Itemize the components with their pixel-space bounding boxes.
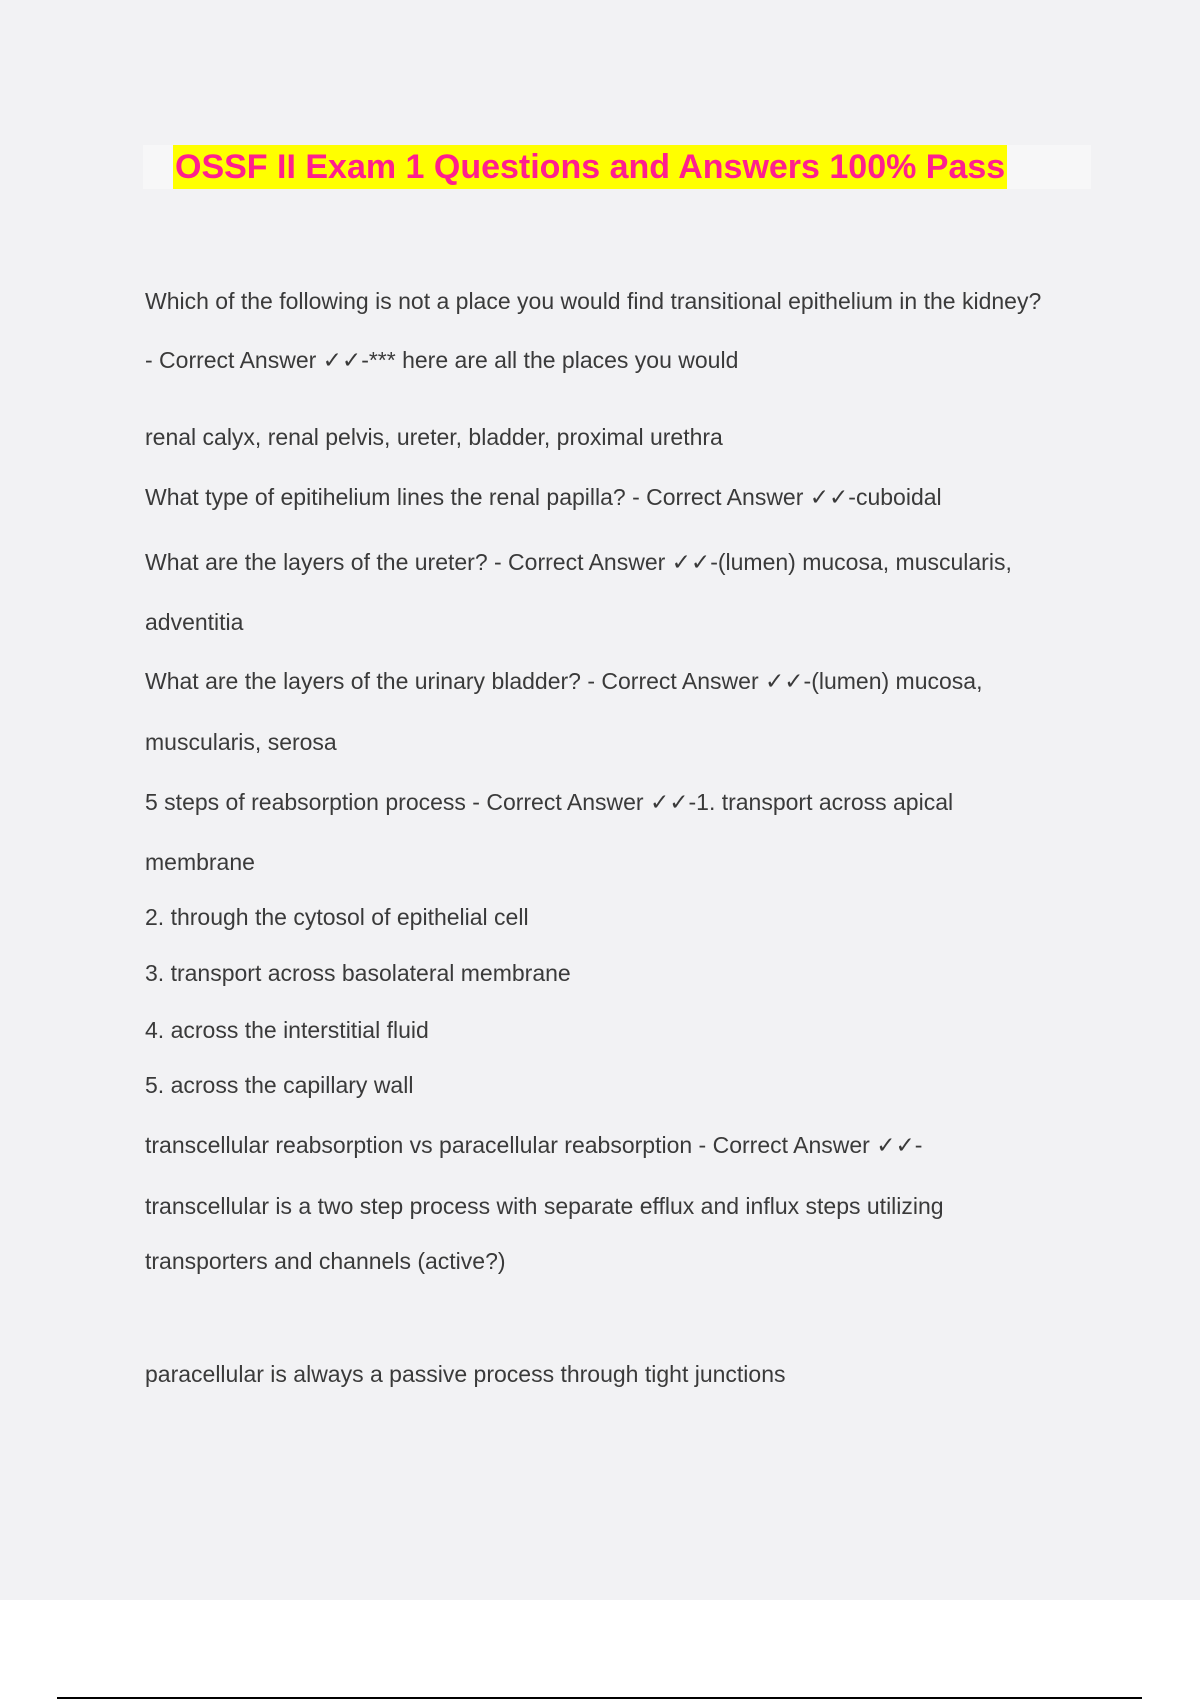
text-line: Which of the following is not a place you would find transitional epithelium in the kidney? [145,288,1042,314]
text-line: transporters and channels (active?) [145,1248,506,1274]
text-line: membrane [145,849,255,875]
text-line: renal calyx, renal pelvis, ureter, bladder, proximal urethra [145,424,723,450]
document-title: OSSF II Exam 1 Questions and Answers 100% Pass [173,145,1007,189]
text-line: What are the layers of the ureter? - Correct Answer ✓✓-(lumen) mucosa, muscularis, [145,549,1012,575]
text-line: What are the layers of the urinary bladder? - Correct Answer ✓✓-(lumen) mucosa, [145,668,983,694]
text-line: 4. across the interstitial fluid [145,1017,429,1043]
text-line: paracellular is always a passive process through tight junctions [145,1361,786,1387]
text-line: 3. transport across basolateral membrane [145,960,571,986]
text-line: adventitia [145,609,244,635]
text-line: - Correct Answer ✓✓-*** here are all the places you would [145,347,739,373]
text-line: 2. through the cytosol of epithelial cell [145,904,529,930]
text-line: What type of epitihelium lines the renal papilla? - Correct Answer ✓✓-cuboidal [145,484,942,510]
text-line: transcellular is a two step process with separate efflux and influx steps utilizing [145,1193,944,1219]
text-line: 5 steps of reabsorption process - Correct Answer ✓✓-1. transport across apical [145,789,954,815]
text-line: 5. across the capillary wall [145,1072,414,1098]
text-line: transcellular reabsorption vs paracellular reabsorption - Correct Answer ✓✓- [145,1132,923,1158]
text-line: muscularis, serosa [145,729,337,755]
footer-rule [57,1697,1142,1699]
